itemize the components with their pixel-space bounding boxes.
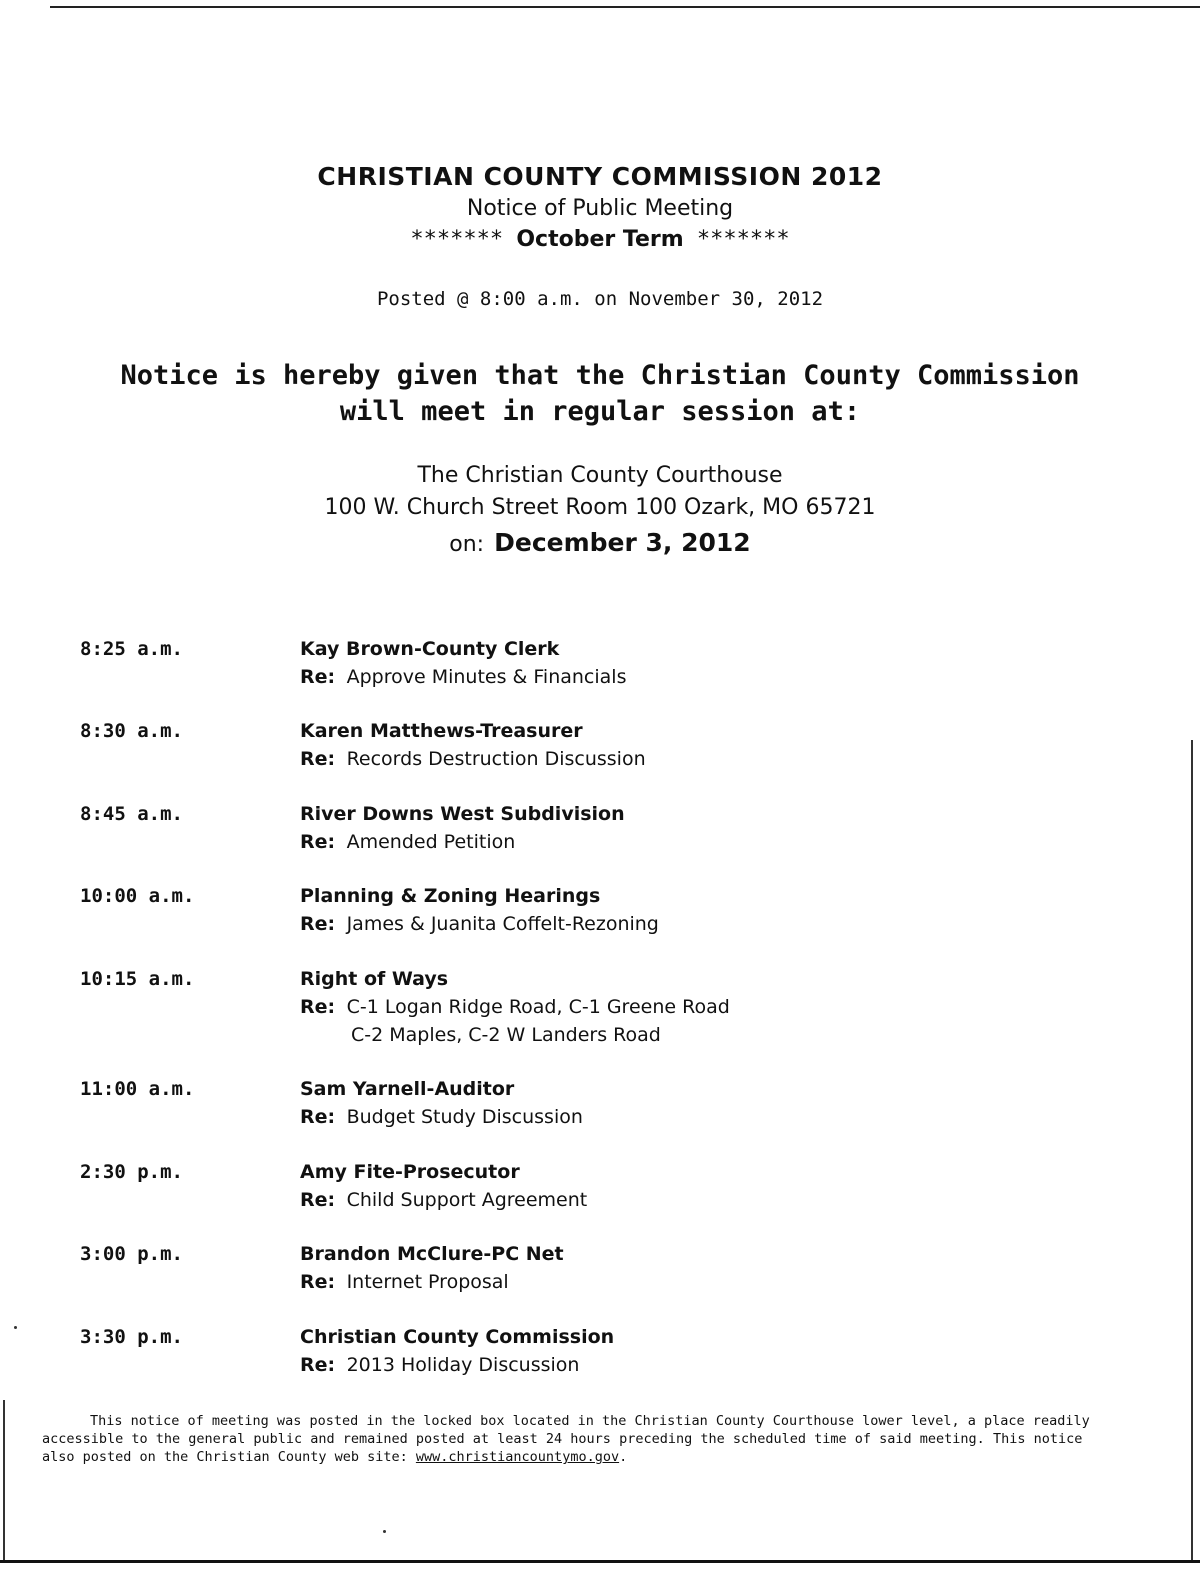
term-stars-left: ******* [410, 227, 504, 252]
agenda-subject: Internet Proposal [346, 1271, 509, 1293]
meeting-date: December 3, 2012 [494, 528, 751, 557]
agenda-re-label: Re: [300, 748, 336, 770]
agenda-subject: Child Support Agreement [346, 1189, 588, 1211]
agenda-time: 8:25 a.m. [80, 638, 183, 660]
agenda-entry [300, 1075, 1080, 1131]
agenda-re-label: Re: [300, 1189, 336, 1211]
agenda-time: 10:00 a.m. [80, 885, 195, 907]
agenda-time: 8:45 a.m. [80, 803, 183, 825]
meeting-date-line [0, 524, 1200, 564]
document-title: CHRISTIAN COUNTY COMMISSION 2012 [317, 162, 883, 191]
agenda-item [80, 800, 1080, 856]
agenda-item [80, 1323, 1080, 1379]
agenda-entry [300, 965, 1080, 1049]
agenda-entry [300, 1158, 1080, 1214]
agenda-presenter: Christian County Commission [300, 1326, 615, 1348]
scan-speck [14, 1326, 17, 1329]
county-website-link[interactable]: www.christiancountymo.gov [415, 1449, 620, 1465]
agenda-presenter: Right of Ways [300, 968, 449, 990]
posted-line: Posted @ 8:00 a.m. on November 30, 2012 [376, 288, 824, 310]
agenda-entry [300, 1323, 1080, 1379]
scan-edge-bottom [0, 1560, 1200, 1563]
agenda-re-label: Re: [300, 996, 336, 1018]
agenda-entry [300, 800, 1080, 856]
agenda-subject: Budget Study Discussion [346, 1106, 583, 1128]
agenda-presenter: Planning & Zoning Hearings [300, 885, 601, 907]
agenda-presenter: Karen Matthews-Treasurer [300, 720, 583, 742]
agenda-item [80, 882, 1080, 938]
term-stars-right: ******* [696, 227, 790, 252]
document-subtitle: Notice of Public Meeting [466, 196, 734, 221]
agenda-subject: C-1 Logan Ridge Road, C-1 Greene Road [346, 996, 730, 1018]
posting-statement-end: . [619, 1449, 628, 1465]
agenda-item [80, 1075, 1080, 1131]
agenda-item [80, 965, 1080, 1049]
agenda-item [80, 1158, 1080, 1214]
agenda-presenter: River Downs West Subdivision [300, 803, 625, 825]
agenda-item [80, 1240, 1080, 1296]
agenda-re-label: Re: [300, 831, 336, 853]
agenda-item [80, 717, 1080, 773]
agenda-time: 3:30 p.m. [80, 1326, 183, 1348]
agenda-entry [300, 1240, 1080, 1296]
posting-statement-text: This notice of meeting was posted in the locked box located in the Christian County Courthouse lower level, a place readily accessible to the general public and remained posted at least 24 hours preceding the scheduled time of said meeting. This notice also posted on the Christian County web site: [42, 1413, 1090, 1465]
scan-edge-right [1191, 740, 1193, 1560]
notice-header [0, 160, 1200, 256]
location-address: 100 W. Church Street Room 100 Ozark, MO 65721 [324, 495, 876, 520]
agenda-time: 3:00 p.m. [80, 1243, 183, 1265]
agenda-subject: James & Juanita Coffelt-Rezoning [346, 913, 659, 935]
agenda-presenter: Kay Brown-County Clerk [300, 638, 560, 660]
agenda-subject: Amended Petition [346, 831, 516, 853]
notice-statement [0, 358, 1200, 430]
agenda-presenter: Amy Fite-Prosecutor [300, 1161, 520, 1183]
scan-edge-top [50, 6, 1200, 8]
notice-line-2: will meet in regular session at: [339, 396, 861, 427]
agenda-re-label: Re: [300, 913, 336, 935]
notice-line-1: Notice is hereby given that the Christian County Commission [120, 360, 1080, 391]
agenda-re-label: Re: [300, 1271, 336, 1293]
agenda-time: 2:30 p.m. [80, 1161, 183, 1183]
agenda-item [80, 635, 1080, 691]
posting-statement [42, 1412, 1122, 1466]
location-place: The Christian County Courthouse [417, 463, 783, 488]
agenda-subject: 2013 Holiday Discussion [346, 1354, 580, 1376]
term-line [0, 224, 1200, 256]
agenda-entry [300, 717, 1080, 773]
agenda-entry [300, 882, 1080, 938]
agenda-presenter: Sam Yarnell-Auditor [300, 1078, 515, 1100]
term-name: October Term [516, 227, 684, 252]
agenda-subject: Records Destruction Discussion [346, 748, 646, 770]
scan-speck [383, 1530, 386, 1533]
agenda-subject-continued: C-2 Maples, C-2 W Landers Road [351, 1024, 661, 1046]
meeting-location [0, 460, 1200, 564]
agenda-subject: Approve Minutes & Financials [346, 666, 627, 688]
agenda-re-label: Re: [300, 1106, 336, 1128]
agenda-presenter: Brandon McClure-PC Net [300, 1243, 564, 1265]
agenda-entry [300, 635, 1080, 691]
date-on-label: on: [449, 532, 485, 557]
agenda-re-label: Re: [300, 1354, 336, 1376]
agenda-time: 10:15 a.m. [80, 968, 195, 990]
scan-edge-left [3, 1400, 5, 1560]
agenda-re-label: Re: [300, 666, 336, 688]
agenda-time: 11:00 a.m. [80, 1078, 195, 1100]
agenda-time: 8:30 a.m. [80, 720, 183, 742]
